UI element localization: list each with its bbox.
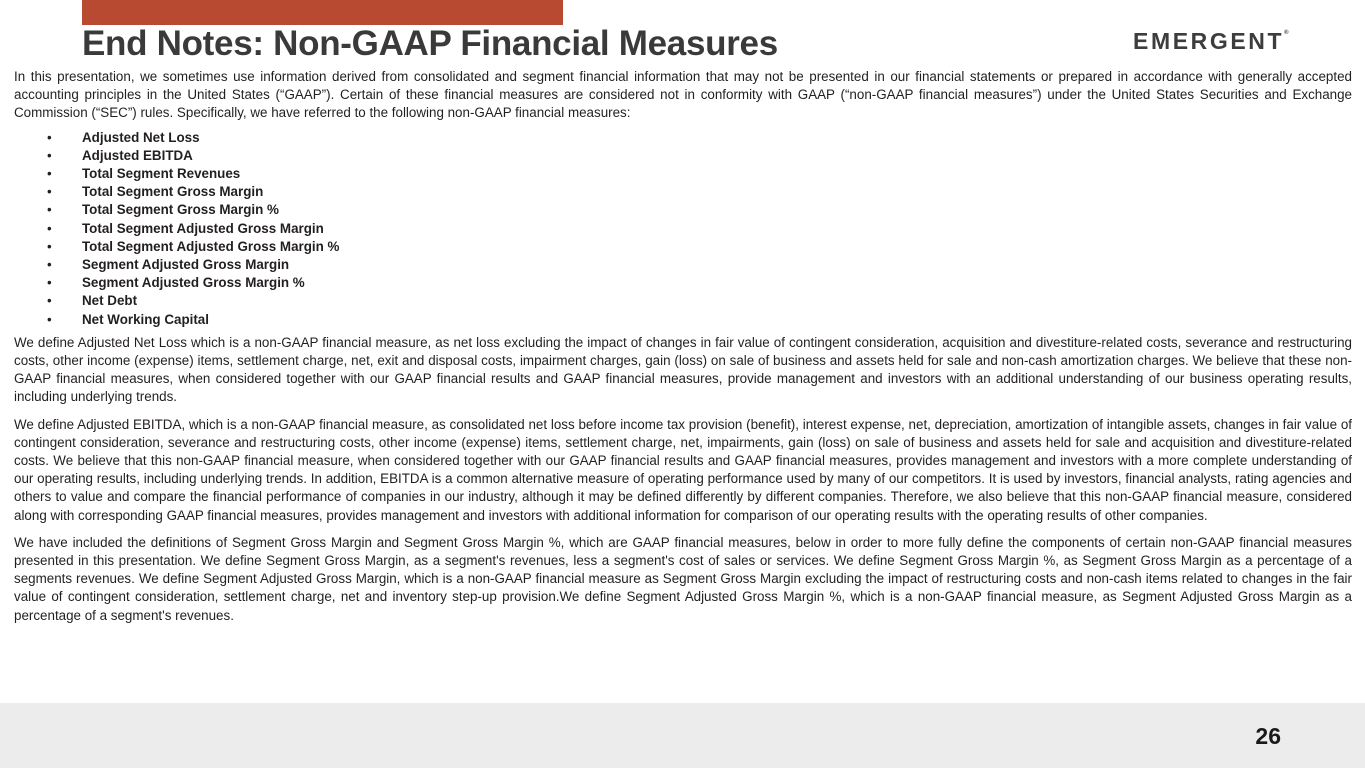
measure-label: Net Working Capital bbox=[82, 311, 209, 327]
list-item bbox=[14, 238, 1352, 256]
logo-text: EMERGENT bbox=[1133, 28, 1285, 54]
bullet-icon: • bbox=[47, 293, 52, 309]
adjusted-ebitda-definition: We define Adjusted EBITDA, which is a non-GAAP financial measure, as consolidated net loss before income tax provision (benefit), interest expense, net, depreciation, amortization of intangible assets, changes in fair value of contingent consideration, severance and restructuring costs, other income (expense) items, settlement charge, net, impairments, gain (loss) on sale of business and assets held for sale and acquisition and divestiture-related costs. We believe that this non-GAAP financial measure, when considered together with our GAAP financial results and GAAP financial measures, provides management and investors with a more complete understanding of our operating results, including underlying trends. In addition, EBITDA is a common alternative measure of operating performance used by many of our competitors. It is used by investors, financial analysts, rating agencies and others to value and compare the financial performance of companies in our industry, although it may be defined differently by different companies. Therefore, we also believe that this non-GAAP financial measure, considered along with corresponding GAAP financial measures, provides management and investors with additional information for comparison of our operating results with the operating results of other companies. bbox=[14, 416, 1352, 523]
bullet-icon: • bbox=[47, 129, 52, 145]
footer-bar bbox=[0, 703, 1365, 768]
measures-list bbox=[14, 129, 1352, 329]
bullet-icon: • bbox=[47, 311, 52, 327]
measure-label: Net Debt bbox=[82, 293, 138, 309]
list-item bbox=[14, 165, 1352, 183]
list-item bbox=[14, 129, 1352, 147]
measure-label: Segment Adjusted Gross Margin % bbox=[82, 275, 305, 291]
measure-label: Adjusted Net Loss bbox=[82, 129, 200, 145]
measure-label: Total Segment Gross Margin bbox=[82, 184, 264, 200]
bullet-icon: • bbox=[47, 220, 52, 236]
adjusted-net-loss-definition: We define Adjusted Net Loss which is a non-GAAP financial measure, as net loss excluding the impact of changes in fair value of contingent consideration, acquisition and divestiture-related costs, severance and restructuring costs, other income (expense) items, settlement charge, net, exit and disposal costs, impairment charges, gain (loss) on sale of business and assets held for sale and non-cash amortization charges. We believe that these non-GAAP financial measures, when considered together with our GAAP financial results and GAAP financial measures, provide management and investors with an additional understanding of our business operating results, including underlying trends. bbox=[14, 334, 1352, 405]
measure-label: Total Segment Revenues bbox=[82, 166, 241, 182]
bullet-icon: • bbox=[47, 147, 52, 163]
intro-paragraph: In this presentation, we sometimes use information derived from consolidated and segment financial information that may not be presented in our financial statements or prepared in accordance with generally accepted accounting principles in the United States (“GAAP”). Certain of these financial measures are considered not in conformity with GAAP (“non-GAAP financial measures”) under the United States Securities and Exchange Commission (“SEC”) rules. Specifically, we have referred to the following non-GAAP financial measures: bbox=[14, 69, 1352, 121]
body-content bbox=[14, 68, 1352, 634]
list-item bbox=[14, 292, 1352, 310]
page-title: End Notes: Non-GAAP Financial Measures bbox=[82, 24, 778, 63]
bullet-icon: • bbox=[47, 257, 52, 273]
list-item bbox=[14, 183, 1352, 201]
accent-bar bbox=[82, 0, 563, 25]
measure-label: Segment Adjusted Gross Margin bbox=[82, 257, 290, 273]
bullet-icon: • bbox=[47, 202, 52, 218]
measure-label: Total Segment Adjusted Gross Margin bbox=[82, 220, 324, 236]
list-item bbox=[14, 201, 1352, 219]
emergent-logo bbox=[1133, 28, 1289, 55]
page-number: 26 bbox=[1255, 723, 1281, 749]
list-item bbox=[14, 274, 1352, 292]
measure-label: Total Segment Adjusted Gross Margin % bbox=[82, 238, 340, 254]
bullet-icon: • bbox=[47, 184, 52, 200]
list-item bbox=[14, 256, 1352, 274]
measure-label: Total Segment Gross Margin % bbox=[82, 202, 279, 218]
list-item bbox=[14, 311, 1352, 329]
list-item bbox=[14, 220, 1352, 238]
list-item bbox=[14, 147, 1352, 165]
registered-mark: ® bbox=[1284, 30, 1289, 36]
bullet-icon: • bbox=[47, 275, 52, 291]
segment-gross-margin-definition: We have included the definitions of Segment Gross Margin and Segment Gross Margin %, which are GAAP financial measures, below in order to more fully define the components of certain non-GAAP financial measures presented in this presentation. We define Segment Gross Margin, as a segment's revenues, less a segment's cost of sales or services. We define Segment Gross Margin %, as Segment Gross Margin as a percentage of a segments revenues. We define Segment Adjusted Gross Margin, which is a non-GAAP financial measure as Segment Gross Margin excluding the impact of restructuring costs and non-cash items related to changes in the fair value of contingent consideration, settlement charge, net and inventory step-up provision.We define Segment Adjusted Gross Margin %, which is a non-GAAP financial measure, as Segment Adjusted Gross Margin as a percentage of a segment's revenues. bbox=[14, 534, 1352, 623]
bullet-icon: • bbox=[47, 166, 52, 182]
measure-label: Adjusted EBITDA bbox=[82, 147, 193, 163]
bullet-icon: • bbox=[47, 238, 52, 254]
